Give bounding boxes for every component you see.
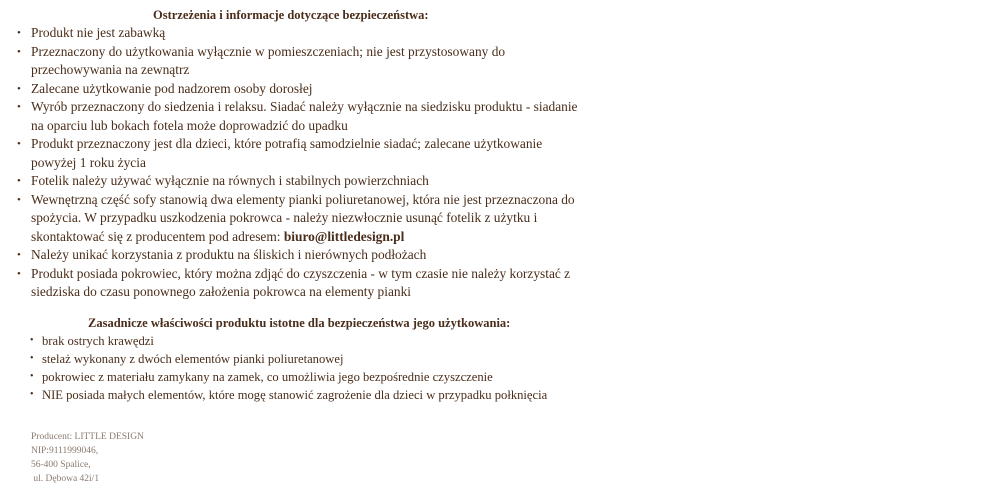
warning-text: Przeznaczony do użytkowania wyłącznie w pomieszczeniach; nie jest przystosowany do przechowywania na zewnątrz xyxy=(31,43,506,77)
property-text: brak ostrych krawędzi xyxy=(42,334,154,348)
warning-text: Fotelik należy używać wyłącznie na równych i stabilnych powierzchniach xyxy=(31,173,429,188)
properties-list xyxy=(30,332,550,404)
list-item xyxy=(17,98,587,135)
list-item xyxy=(30,386,550,404)
warning-text: Wewnętrzną część sofy stanowią dwa elementy pianki poliuretanowej, która nie jest przeznaczona do spożycia. W przypadku uszkodzenia pokrowca - należy niezwłocznie usunąć fotelik z użytku i skontaktować się z producentem pod adresem: xyxy=(31,191,575,244)
warning-text: Należy unikać korzystania z produktu na śliskich i nierównych podłożach xyxy=(31,247,427,262)
property-text: pokrowiec z materiału zamykany na zamek, co umożliwia jego bezpośrednie czyszczenie xyxy=(42,370,493,384)
list-item xyxy=(17,246,587,265)
producer-postal-city: 56-400 Spalice, xyxy=(31,460,91,470)
list-item xyxy=(30,368,550,386)
contact-email: biuro@littledesign.pl xyxy=(283,228,405,244)
warning-text: Wyrób przeznaczony do siedzenia i relaksu. Siadać należy wyłącznie na siedzisku produktu - siadanie na oparciu lub bokach fotela może doprowadzić do upadku xyxy=(31,99,578,133)
list-item xyxy=(17,172,587,191)
warning-text: Zalecane użytkowanie pod nadzorem osoby dorosłej xyxy=(31,80,313,96)
warning-text: Produkt przeznaczony jest dla dzieci, które potrafią samodzielnie siadać; zalecane użytkowanie powyżej 1 roku życia xyxy=(31,136,543,170)
properties-heading: Zasadnicze właściwości produktu istotne dla bezpieczeństwa jego użytkowania: xyxy=(88,316,511,330)
producer-info xyxy=(31,430,144,486)
producer-name: Producent: LITTLE DESIGN xyxy=(31,432,144,442)
list-item xyxy=(17,135,587,172)
list-item xyxy=(17,43,587,80)
list-item xyxy=(17,265,587,302)
property-text: NIE posiada małych elementów, które mogę stanowić zagrożenie dla dzieci w przypadku połknięcia xyxy=(42,388,548,402)
producer-nip: NIP:9111999046, xyxy=(31,446,99,456)
list-item xyxy=(30,350,550,368)
warnings-heading: Ostrzeżenia i informacje dotyczące bezpieczeństwa: xyxy=(153,8,429,22)
property-text: stelaż wykonany z dwóch elementów pianki poliuretanowej xyxy=(42,352,344,366)
producer-street: ul. Dębowa 42i/1 xyxy=(31,474,100,484)
list-item xyxy=(30,332,550,350)
list-item xyxy=(17,24,587,43)
warning-text: Produkt nie jest zabawką xyxy=(31,25,166,40)
warnings-list xyxy=(17,24,587,302)
list-item xyxy=(17,80,587,99)
list-item xyxy=(17,191,587,247)
warning-text: Produkt posiada pokrowiec, który można zdjąć do czyszczenia - w tym czasie nie należy korzystać z siedziska do czasu ponownego założenia pokrowca na elementy pianki xyxy=(31,265,571,299)
